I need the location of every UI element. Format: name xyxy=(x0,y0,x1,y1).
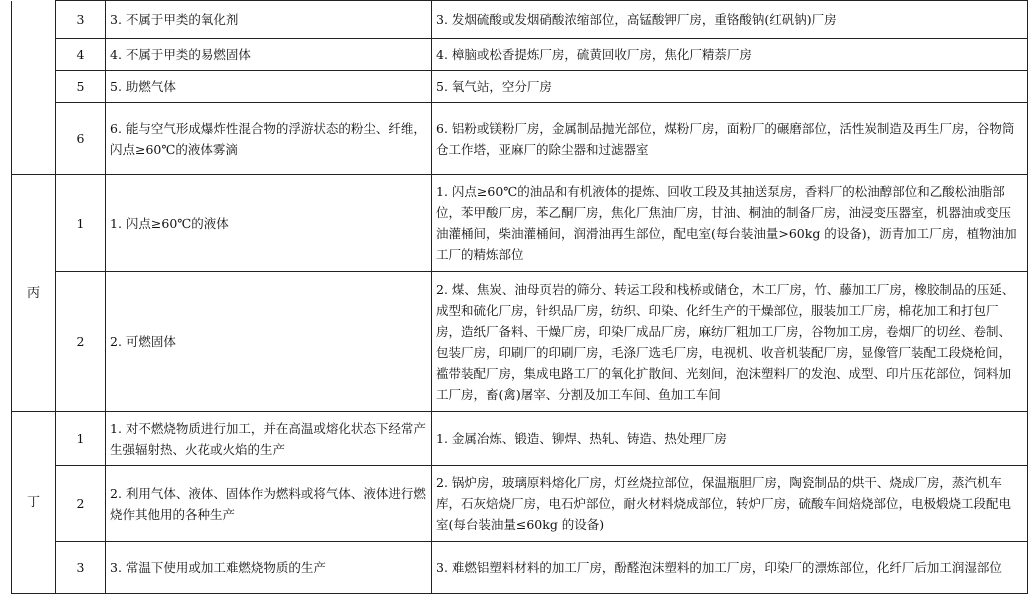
category-cell-bing: 丙 xyxy=(12,175,56,412)
table-row xyxy=(12,412,1028,466)
example-cell: 5. 氧气站，空分厂房 xyxy=(432,71,1028,103)
fire-hazard-classification-table xyxy=(11,0,1028,594)
example-cell: 1. 金属冶炼、锻造、铆焊、热轧、铸造、热处理厂房 xyxy=(432,412,1028,466)
feature-cell: 3. 不属于甲类的氧化剂 xyxy=(106,1,432,39)
table-row xyxy=(12,466,1028,542)
row-number: 3 xyxy=(56,542,106,594)
table-row xyxy=(12,39,1028,71)
feature-cell: 2. 可燃固体 xyxy=(106,272,432,412)
feature-cell: 6. 能与空气形成爆炸性混合物的浮游状态的粉尘、纤维，闪点≥60℃的液体雾滴 xyxy=(106,103,432,175)
feature-cell: 3. 常温下使用或加工难燃烧物质的生产 xyxy=(106,542,432,594)
example-cell: 3. 难燃铝塑料材料的加工厂房，酚醛泡沫塑料的加工厂房，印染厂的漂炼部位，化纤厂后加工润湿部位 xyxy=(432,542,1028,594)
category-cell-continued xyxy=(12,1,56,175)
example-cell: 2. 锅炉房，玻璃原料熔化厂房，灯丝烧拉部位，保温瓶胆厂房，陶瓷制品的烘干、烧成厂房，蒸汽机车库，石灰焙烧厂房，电石炉部位，耐火材料烧成部位，转炉厂房，硫酸车间焙烧部位，电极煅烧工段配电室(每台装油量≤60kg 的设备) xyxy=(432,466,1028,542)
feature-cell: 1. 对不燃烧物质进行加工，并在高温或熔化状态下经常产生强辐射热、火花或火焰的生产 xyxy=(106,412,432,466)
row-number: 1 xyxy=(56,175,106,272)
table-row xyxy=(12,542,1028,594)
feature-cell: 1. 闪点≥60℃的液体 xyxy=(106,175,432,272)
row-number: 5 xyxy=(56,71,106,103)
table-row xyxy=(12,103,1028,175)
row-number: 6 xyxy=(56,103,106,175)
feature-cell: 4. 不属于甲类的易燃固体 xyxy=(106,39,432,71)
row-number: 2 xyxy=(56,272,106,412)
category-cell-ding: 丁 xyxy=(12,412,56,594)
example-cell: 6. 铝粉或镁粉厂房，金属制品抛光部位，煤粉厂房，面粉厂的碾磨部位，活性炭制造及再生厂房，谷物筒仓工作塔，亚麻厂的除尘器和过滤器室 xyxy=(432,103,1028,175)
row-number: 4 xyxy=(56,39,106,71)
example-cell: 1. 闪点≥60℃的油品和有机液体的提炼、回收工段及其抽送泵房，香料厂的松油醇部位和乙酸松油脂部位，苯甲酸厂房，苯乙酮厂房，焦化厂焦油厂房，甘油、桐油的制备厂房，油浸变压器室，机器油或变压油灌桶间，柴油灌桶间，润滑油再生部位，配电室(每台装油量>60kg 的设备)，沥青加工厂房，植物油加工厂的精炼部位 xyxy=(432,175,1028,272)
table-row xyxy=(12,175,1028,272)
example-cell: 3. 发烟硫酸或发烟硝酸浓缩部位，高锰酸钾厂房，重铬酸钠(红矾钠)厂房 xyxy=(432,1,1028,39)
row-number: 2 xyxy=(56,466,106,542)
table-row xyxy=(12,1,1028,39)
table-row xyxy=(12,272,1028,412)
row-number: 1 xyxy=(56,412,106,466)
feature-cell: 2. 利用气体、液体、固体作为燃料或将气体、液体进行燃烧作其他用的各种生产 xyxy=(106,466,432,542)
example-cell: 2. 煤、焦炭、油母页岩的筛分、转运工段和栈桥或储仓，木工厂房，竹、藤加工厂房，橡胶制品的压延、成型和硫化厂房，针织品厂房，纺织、印染、化纤生产的干燥部位，服装加工厂房，棉花加工和打包厂房，造纸厂备料、干燥厂房，印染厂成品厂房，麻纺厂粗加工厂房，谷物加工房，卷烟厂的切丝、卷制、包装厂房，印刷厂的印刷厂房，毛涤厂选毛厂房，电视机、收音机装配厂房，显像管厂装配工段烧枪间，褴带装配厂房，集成电路工厂的氧化扩散间、光刻间，泡沫塑料厂的发泡、成型、印片压花部位，饲料加工厂房，畜(禽)屠宰、分割及加工车间、鱼加工车间 xyxy=(432,272,1028,412)
row-number: 3 xyxy=(56,1,106,39)
feature-cell: 5. 助燃气体 xyxy=(106,71,432,103)
table-row xyxy=(12,71,1028,103)
example-cell: 4. 樟脑或松香提炼厂房，硫黄回收厂房，焦化厂精萘厂房 xyxy=(432,39,1028,71)
